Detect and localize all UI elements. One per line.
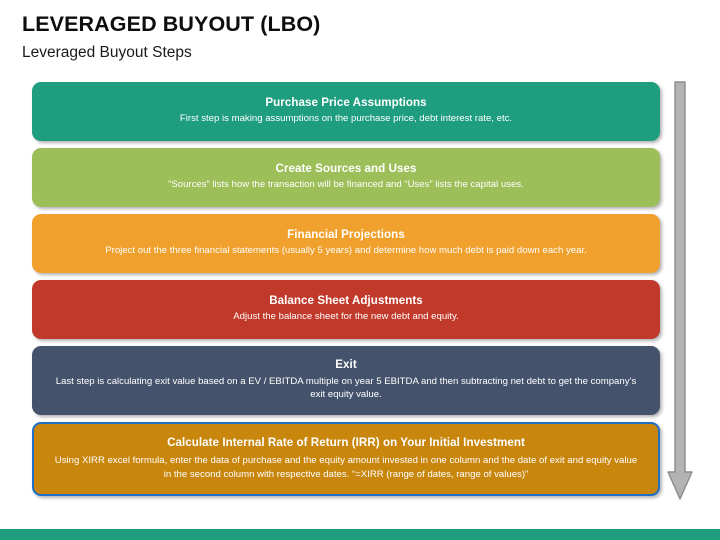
page-subtitle: Leveraged Buyout Steps (22, 43, 192, 61)
step-title: Exit (335, 358, 357, 372)
step-title: Calculate Internal Rate of Return (IRR) on Your Initial Investment (167, 435, 525, 449)
step-description: First step is making assumptions on the purchase price, debt interest rate, etc. (179, 113, 513, 125)
step-item-6[interactable] (32, 422, 660, 496)
step-description: “Sources” lists how the transaction will be financed and “Uses” lists the capital uses. (168, 179, 524, 191)
step-title: Financial Projections (287, 227, 405, 241)
step-item-1[interactable] (32, 82, 660, 141)
step-title: Balance Sheet Adjustments (269, 293, 423, 307)
step-title: Create Sources and Uses (275, 161, 417, 175)
step-description: Using XIRR excel formula, enter the data of purchase and the equity amount invested in one column and the date of exit and equity value in the second column with respective dates. “=XIRR (range of dates, range of values)” (54, 455, 638, 480)
steps-list (32, 82, 660, 503)
down-arrow-icon (665, 80, 695, 510)
step-item-5[interactable] (32, 346, 660, 415)
bottom-accent-bar (0, 529, 720, 540)
page-title: LEVERAGED BUYOUT (LBO) (22, 12, 321, 36)
slide-header (22, 12, 682, 62)
step-description: Project out the three financial statements (usually 5 years) and determine how much debt is paid down each year. (105, 245, 587, 257)
step-title: Purchase Price Assumptions (265, 95, 427, 109)
step-description: Last step is calculating exit value based on a EV / EBITDA multiple on year 5 EBITDA and then subtracting net debt to get the company’s exit equity value. (55, 375, 637, 401)
step-item-2[interactable] (32, 148, 660, 207)
step-description: Adjust the balance sheet for the new debt and equity. (233, 311, 459, 323)
step-item-3[interactable] (32, 214, 660, 273)
step-item-4[interactable] (32, 280, 660, 339)
